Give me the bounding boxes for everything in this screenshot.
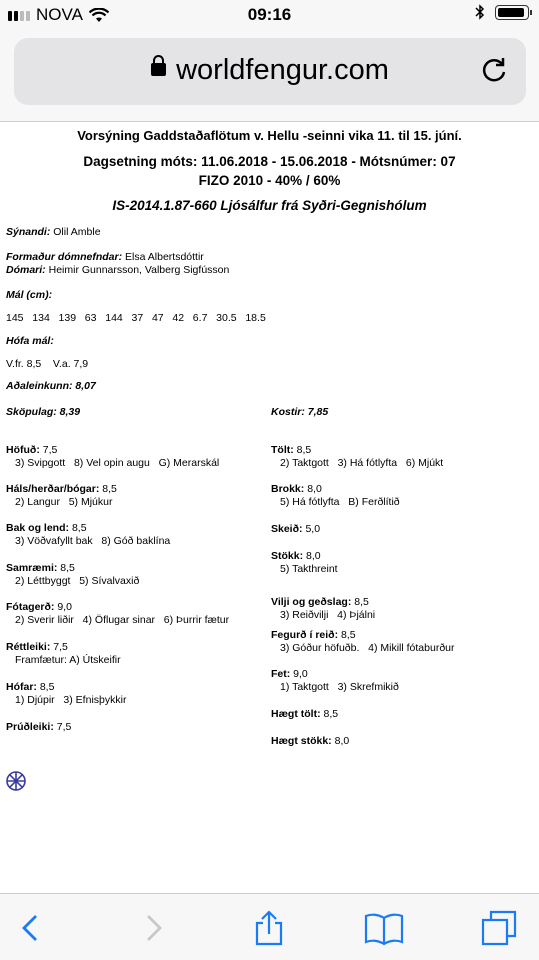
score-notes: 5) Há fótlyfta B) Ferðlítið: [280, 496, 400, 508]
synandi-label: Sýnandi:: [6, 226, 51, 238]
score-value: 9,0: [57, 601, 72, 613]
score-value: 8,0: [307, 483, 322, 495]
score-row: [6, 721, 71, 733]
score-label: Bak og lend:: [6, 522, 70, 534]
score-row: [6, 444, 57, 456]
score-notes: 3) Góður höfuðb. 4) Mikill fótaburður: [280, 642, 455, 654]
score-row: [6, 641, 68, 653]
score-value: 7,5: [53, 641, 68, 653]
score-label: Stökk:: [271, 550, 304, 562]
score-row: [271, 483, 322, 495]
score-value: 8,5: [71, 522, 87, 534]
score-row: [271, 444, 311, 456]
score-notes: 3) Svipgott 8) Vel opin augu G) Merarskál: [15, 457, 220, 469]
score-value: 7,5: [56, 721, 72, 733]
score-value: 8,0: [334, 735, 350, 747]
score-value: 8,0: [306, 550, 321, 562]
score-value: 7,5: [42, 444, 58, 456]
score-row: [271, 708, 338, 720]
score-notes: 2) Langur 5) Mjúkur: [15, 496, 113, 508]
formadur-value: Elsa Albertsdóttir: [125, 251, 204, 263]
show-dates: Dagsetning móts: 11.06.2018 - 15.06.2018 - Mótsnúmer: 07: [83, 154, 456, 169]
score-value: 8,5: [296, 444, 312, 456]
score-value: 8,5: [39, 681, 55, 693]
forward-icon[interactable]: [132, 910, 172, 946]
mal-values: 145 134 139 63 144 37 47 42 6.7 30.5 18.5: [6, 312, 266, 324]
horse-name: IS-2014.1.87-660 Ljósálfur frá Syðri-Gegnishólum: [112, 198, 427, 213]
skopulag-heading: Sköpulag: 8,39: [6, 406, 81, 418]
status-time: 09:16: [247, 5, 292, 24]
score-row: [271, 523, 320, 535]
score-row: [6, 681, 54, 693]
status-right: [475, 4, 529, 20]
url-display[interactable]: [14, 54, 526, 87]
score-label: Samræmi:: [6, 562, 58, 574]
score-notes: 5) Takthreint: [280, 563, 338, 575]
score-label: Fegurð í reið:: [271, 629, 339, 641]
score-label: Fótagerð:: [6, 601, 55, 613]
score-row: [271, 668, 308, 680]
score-label: Hægt stökk:: [271, 735, 332, 747]
score-row: [271, 550, 321, 562]
hofa-values: V.fr. 8,5 V.a. 7,9: [6, 358, 89, 370]
fizo-line: FIZO 2010 - 40% / 60%: [198, 173, 341, 188]
battery-icon: [495, 5, 529, 20]
score-label: Brokk:: [271, 483, 305, 495]
score-row: [271, 596, 369, 608]
score-label: Tölt:: [271, 444, 294, 456]
score-notes: 2) Sverir liðir 4) Öflugar sinar 6) Þurrir fætur: [15, 614, 230, 626]
browser-address-area: [0, 30, 539, 122]
mal-label: Mál (cm):: [6, 289, 53, 301]
domari-label: Dómari:: [6, 264, 46, 276]
synandi-value: Olil Amble: [53, 226, 101, 238]
score-row: [271, 629, 356, 641]
score-label: Hægt tölt:: [271, 708, 321, 720]
share-icon[interactable]: [249, 910, 289, 946]
reload-icon[interactable]: [480, 56, 508, 84]
score-row: [6, 562, 75, 574]
url-text: worldfengur.com: [176, 54, 389, 86]
score-value: 9,0: [293, 668, 308, 680]
address-bar[interactable]: [14, 38, 526, 105]
worldfengur-logo-icon[interactable]: [6, 771, 26, 791]
score-row: [6, 483, 117, 495]
score-notes: 2) Léttbyggt 5) Sívalvaxið: [15, 575, 140, 587]
score-notes: 3) Reiðvilji 4) Þjálni: [280, 609, 376, 621]
score-notes: 1) Djúpir 3) Efnisþykkir: [15, 694, 127, 706]
adaleinkunn: Aðaleinkunn: 8,07: [6, 380, 96, 392]
score-label: Fet:: [271, 668, 291, 680]
show-title: Vorsýning Gaddstaðaflötum v. Hellu -seinni vika 11. til 15. júní.: [77, 128, 462, 143]
score-row: [6, 522, 87, 534]
score-notes: 3) Vöðvafyllt bak 8) Góð baklína: [15, 535, 171, 547]
score-label: Vilji og geðslag:: [271, 596, 352, 608]
synandi-row: [6, 226, 101, 238]
score-value: 5,0: [305, 523, 321, 535]
kostir-heading: Kostir: 7,85: [271, 406, 329, 418]
score-value: 8,5: [102, 483, 117, 495]
tabs-icon[interactable]: [480, 910, 520, 946]
score-row: [6, 601, 72, 613]
lock-icon: [151, 63, 166, 76]
score-label: Réttleiki:: [6, 641, 51, 653]
score-row: [271, 735, 349, 747]
score-value: 8,5: [341, 629, 356, 641]
score-label: Háls/herðar/bógar:: [6, 483, 100, 495]
score-notes: 2) Taktgott 3) Há fótlyfta 6) Mjúkt: [280, 457, 444, 469]
score-value: 8,5: [323, 708, 339, 720]
score-label: Hófar:: [6, 681, 37, 693]
back-icon[interactable]: [12, 910, 52, 946]
domari-value: Heimir Gunnarsson, Valberg Sigfússon: [48, 264, 230, 276]
formadur-label: Formaður dómnefndar:: [6, 251, 123, 263]
score-label: Prúðleiki:: [6, 721, 54, 733]
hofa-label: Hófa mál:: [6, 335, 54, 347]
domari-row: [6, 264, 229, 276]
page-content: [0, 122, 539, 892]
status-bar: [0, 0, 539, 30]
score-notes: 1) Taktgott 3) Skrefmikið: [280, 681, 399, 693]
browser-toolbar: [0, 893, 539, 960]
score-label: Skeið:: [271, 523, 303, 535]
score-value: 8,5: [60, 562, 75, 574]
carrier-label: NOVA: [36, 5, 83, 24]
bookmarks-icon[interactable]: [364, 910, 404, 946]
score-label: Höfuð:: [6, 444, 40, 456]
score-value: 8,5: [354, 596, 369, 608]
score-notes: Framfætur: A) Útskeifir: [15, 654, 121, 666]
formadur-row: [6, 251, 204, 263]
bluetooth-icon: [475, 4, 485, 20]
